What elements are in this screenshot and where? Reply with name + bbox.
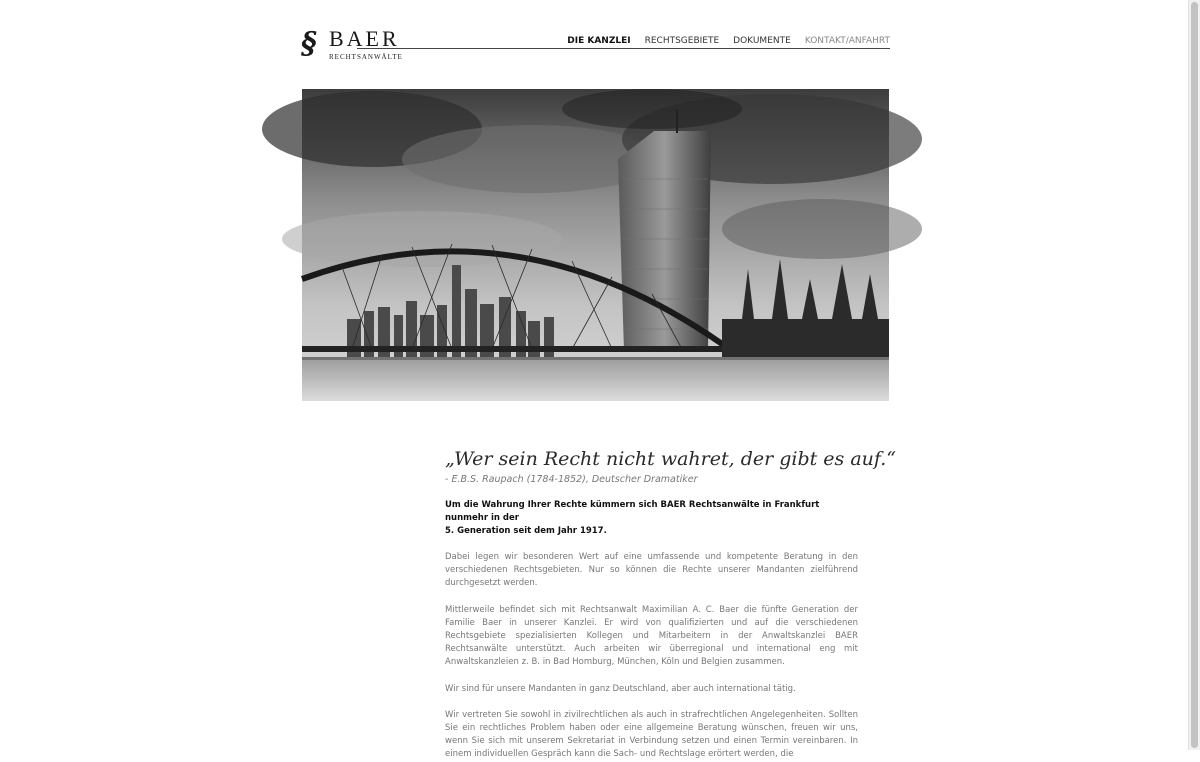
main-content [445,446,897,762]
paragraph-vertretung: Wir vertreten Sie sowohl in zivilrechtlichen als auch in strafrechtlichen Angelegenheiten. Sollten Sie ein rechtliches Problem haben oder eine allgemeine Beratung wünschen, freuen wir uns, wenn Sie sich mit unserem Sekretariat in Verbindung setzen und einen Termin vereinbaren. In einem individuellen Gespräch kann die Sach- und Rechtslage erörtert werden, die [445,709,858,760]
intro-lead [445,499,858,538]
brand-name: BAER [329,26,400,51]
intro-lead-line2: 5. Generation seit dem Jahr 1917. [445,526,607,536]
paragraph-international: Wir sind für unsere Mandanten in ganz Deutschland, aber auch international tätig. [445,683,796,694]
brand-logo[interactable] [301,28,411,62]
paragraph-generation: Mittlerweile befindet sich mit Rechtsanwalt Maximilian A. C. Baer die fünfte Generation der Familie Baer in unserer Kanzlei. Er wird von qualifizierten und auf die verschiedenen Rechtsgebiete spezialisierten Kollegen und Mitarbeitern in der Anwaltskanzlei BAER Rechtsanwälte unterstützt. Auch arbeiten wir überregional und international eng mit Anwaltskanzleien z. B. in Bad Homburg, München, Köln und Belgien zusammen. [445,604,858,668]
brand-subtitle: RECHTSANWÄLTE [329,53,403,61]
intro-lead-line1: Um die Wahrung Ihrer Rechte kümmern sich BAER Rechtsanwälte in Frankfurt nunmehr in der [445,500,820,523]
scrollbar-thumb[interactable] [1191,2,1198,748]
quote-source: - E.B.S. Raupach (1784-1852), Deutscher Dramatiker [445,474,698,485]
frankfurt-skyline-photo-icon [302,89,889,401]
paragraph-beratung: Dabei legen wir besonderen Wert auf eine umfassende und kompetente Beratung in den verschiedenen Rechtsgebieten. Nur so können die Rechte unserer Mandanten zielführend durchgesetzt werden. [445,552,858,589]
header-divider [357,48,890,49]
nav-item-rechtsgebiete[interactable]: RECHTSGEBIETE [644,36,720,46]
quote-text: „Wer sein Recht nicht wahret, der gibt es auf.“ [445,448,897,470]
nav-item-dokumente[interactable]: DOKUMENTE [733,36,791,46]
nav-item-die-kanzlei[interactable]: DIE KANZLEI [567,36,631,46]
nav-item-kontakt-anfahrt[interactable]: KONTAKT/ANFAHRT [804,36,890,46]
site-header [301,26,890,66]
section-sign-logo-icon: § [301,26,317,61]
page-scrollbar[interactable] [1188,0,1200,750]
hero-image [302,89,889,401]
main-nav [567,35,890,47]
